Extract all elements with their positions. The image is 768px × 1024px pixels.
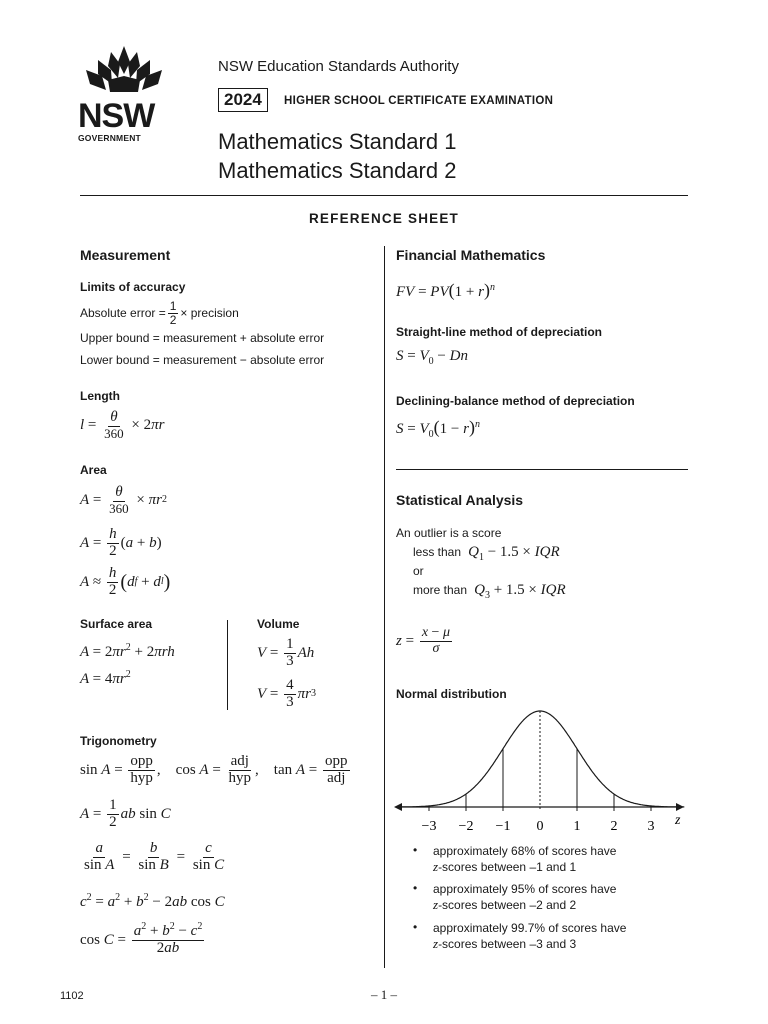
straight-line-title: Straight-line method of depreciation — [396, 325, 603, 339]
bullet-68-line1: approximately 68% of scores have — [433, 844, 617, 858]
title-line-1: Mathematics Standard 1 — [218, 129, 457, 154]
declining-balance-title: Declining-balance method of depreciation — [396, 394, 635, 408]
year-text: 2024 — [224, 90, 262, 109]
volume-divider — [227, 620, 228, 710]
logo-government-text: GOVERNMENT — [78, 133, 141, 143]
bullet-95-line2: -scores between –2 and 2 — [438, 898, 577, 912]
tick-label: 0 — [536, 819, 544, 834]
outlier-intro: An outlier is a score — [396, 526, 502, 540]
title-line-2: Mathematics Standard 2 — [218, 158, 457, 183]
cosine-rule-angle-formula: cos C = $\frac{a^2 + b^2 - c^2}{2ab}$ — [80, 921, 203, 956]
surface-area-title: Surface area — [80, 617, 153, 631]
trig-ratios-formula: sin A = $\frac{\text{opp}}{\text{hyp}}$ , cos A = $\frac{\text{adj}}{\text{hyp}}$ , tan A = $\frac{\text{opp}}{\text{adj}}$ — [80, 753, 348, 786]
normal-distribution-title: Normal distribution — [396, 687, 507, 701]
tick-label: 1 — [573, 819, 581, 834]
page-number: – 1 – — [371, 987, 397, 1002]
column-divider — [384, 246, 385, 968]
area-trapezium-formula: A = $\frac{h}{2}$ ( a + b ) — [80, 526, 162, 559]
bullet-95: • approximately 95% of scores have z-scores between –2 and 2 — [413, 881, 617, 912]
more-than-text: more than — [413, 583, 468, 597]
sine-rule-formula: $\frac{a}{\text{sin A}}$ = $\frac{b}{\text{sin B}}$ = $\frac{c}{\text{sin C}}$ — [84, 840, 225, 873]
upper-bound-text: Upper bound = measurement + absolute error — [80, 331, 325, 345]
trigonometry-title: Trigonometry — [80, 734, 157, 748]
tick-label: 2 — [610, 819, 618, 834]
area-sector-formula: A = $\frac{\theta}{360}$ × πr 2 — [80, 484, 167, 516]
declining-balance-formula: $S = V_0(1 - r)^n$ — [396, 417, 480, 440]
bullet-68: • approximately 68% of scores have z-scores between –1 and 1 — [413, 843, 617, 874]
measurement-title: Measurement — [80, 247, 171, 263]
sheet-title: REFERENCE SHEET — [308, 211, 460, 226]
normal-distribution-chart — [390, 700, 690, 840]
area-approx-formula: A ≈ $\frac{h}{2}$ ( d f + d l ) — [80, 565, 171, 598]
less-than-text: less than — [413, 545, 462, 559]
bullet-95-line1: approximately 95% of scores have — [433, 882, 617, 896]
nsw-logo — [78, 44, 170, 143]
exam-name: HIGHER SCHOOL CERTIFICATE EXAMINATION — [284, 95, 554, 107]
tick-label: −2 — [458, 819, 474, 834]
abs-error-tail: × precision — [180, 306, 239, 321]
surface-cylinder-formula: $A = 2\pi r^2 + 2\pi rh$ — [80, 642, 175, 660]
volume-title: Volume — [257, 617, 300, 631]
z-axis-label: z — [675, 813, 681, 828]
surface-sphere-formula: $A = 4\pi r^2$ — [80, 669, 131, 687]
outlier-lower: less than $Q_1 - 1.5$ × IQR — [413, 544, 560, 563]
bullet-997-line2: -scores between –3 and 3 — [438, 937, 577, 951]
logo-nsw-text: NSW — [78, 97, 155, 135]
axis-right-arrow — [676, 803, 684, 811]
absolute-error-formula — [80, 300, 239, 326]
or-text: or — [413, 564, 424, 578]
statistics-title: Statistical Analysis — [396, 492, 524, 508]
bullet-997-line1: approximately 99.7% of scores have — [433, 921, 627, 935]
volume-sphere-formula: V = $\frac{4}{3}$ πr 3 — [257, 677, 316, 710]
waratah-icon — [78, 44, 170, 94]
abs-error-label: Absolute error = — [80, 306, 166, 321]
tick-label: −3 — [421, 819, 437, 834]
tick-label: −1 — [495, 819, 511, 834]
header-divider — [80, 195, 688, 196]
bullet-68-line2: -scores between –1 and 1 — [438, 860, 577, 874]
half-fraction: $\frac{1}{2}$ — [169, 299, 177, 327]
financial-title: Financial Mathematics — [396, 247, 546, 263]
triangle-area-formula: A = $\frac{1}{2}$ ab sin C — [80, 797, 171, 830]
limits-title: Limits of accuracy — [80, 280, 186, 294]
tick-label: 3 — [647, 819, 655, 834]
volume-pyramid-formula: V = $\frac{1}{3}$ Ah — [257, 636, 315, 669]
authority-name: NSW Education Standards Authority — [218, 58, 459, 75]
year-box — [218, 88, 268, 112]
length-formula: l = $\frac{\theta}{360}$ × 2 πr — [80, 409, 165, 441]
z-score-formula: z = $\frac{x - \mu}{\sigma}$ — [396, 625, 450, 656]
future-value-formula: FV = $PV(1 + r)^n$ — [396, 280, 495, 300]
lower-bound-text: Lower bound = measurement − absolute error — [80, 353, 325, 367]
length-title: Length — [80, 389, 120, 403]
straight-line-formula: $S = V_0 - Dn$ — [396, 348, 468, 367]
footer-code: 1102 — [60, 990, 84, 1002]
cosine-rule-formula: $c^2 = a^2 + b^2 - 2ab$ cos C — [80, 892, 225, 910]
area-title: Area — [80, 463, 107, 477]
outlier-upper: more than $Q_3 + 1.5$ × IQR — [413, 582, 566, 601]
axis-left-arrow — [394, 803, 402, 811]
financial-divider — [396, 469, 688, 470]
bullet-997: • approximately 99.7% of scores have z-scores between –3 and 3 — [413, 920, 627, 951]
